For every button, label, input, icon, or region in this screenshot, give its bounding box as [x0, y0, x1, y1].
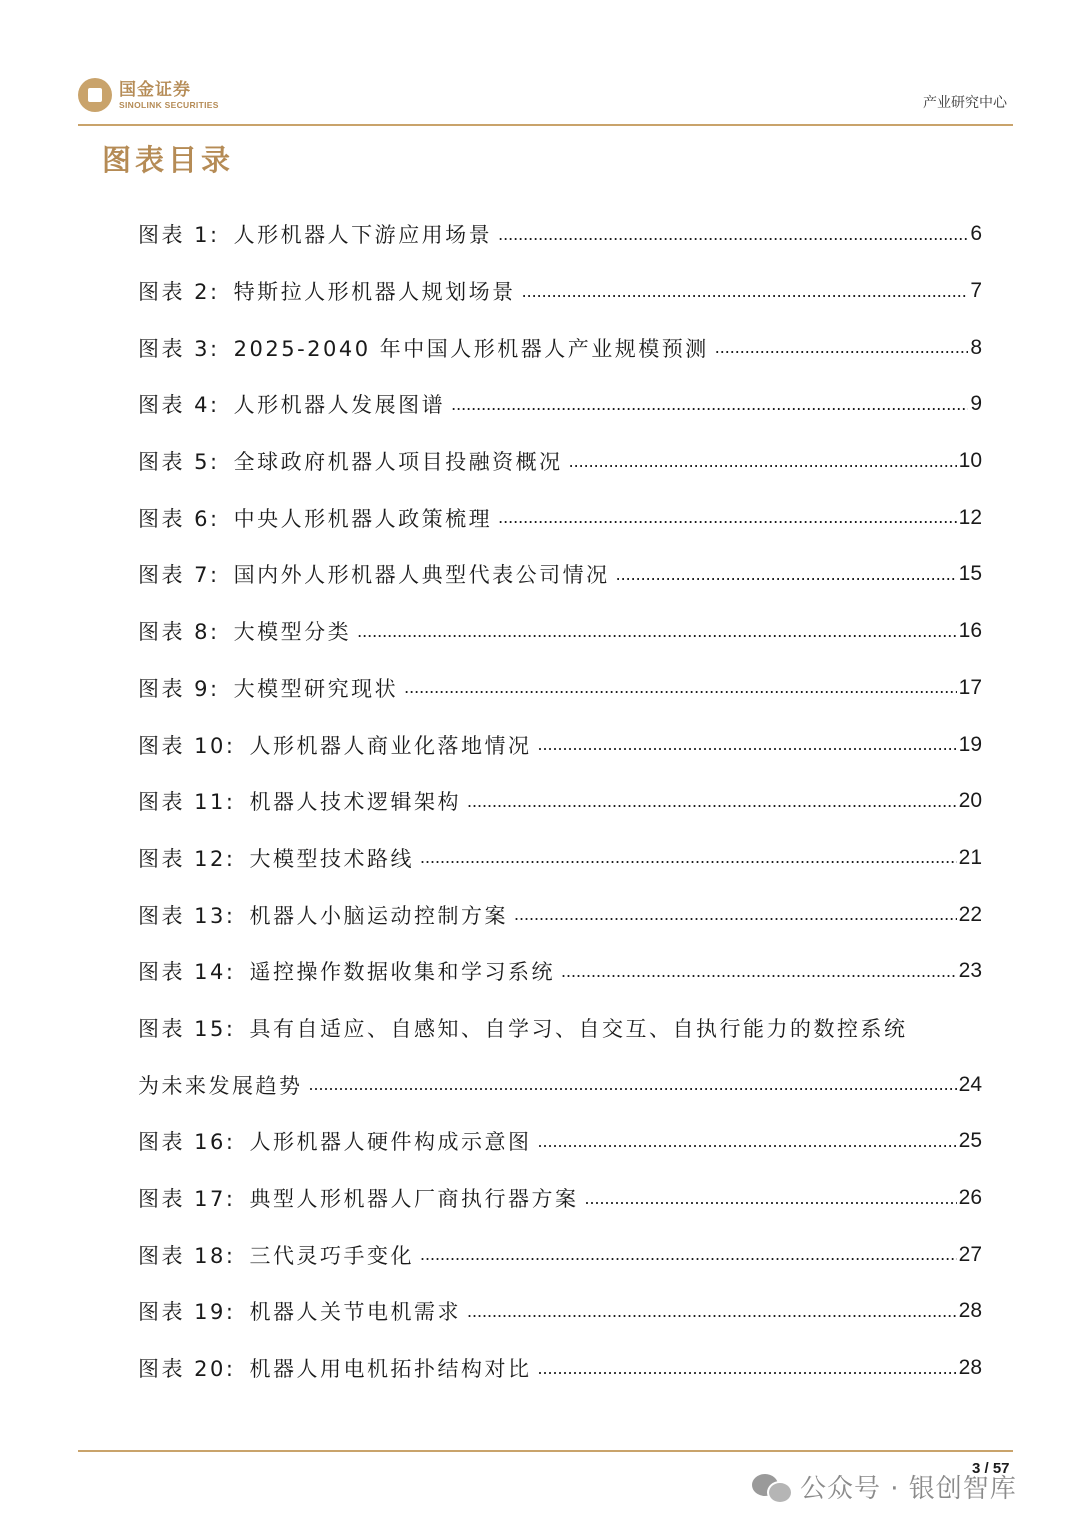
toc-entry[interactable] — [138, 1226, 982, 1283]
toc-entry-page: 28 — [958, 1299, 982, 1323]
leader-dots — [616, 564, 957, 585]
logo-icon — [78, 78, 112, 112]
toc-entry[interactable] — [138, 1000, 982, 1057]
toc-entry-label: 图表 9: — [138, 676, 220, 701]
toc-entry[interactable] — [138, 376, 982, 433]
leader-dots — [451, 394, 968, 415]
toc-entry-page: 19 — [958, 732, 982, 756]
toc-entry-title: 中央人形机器人政策梳理 — [233, 506, 493, 531]
toc-entry-title: 三代灵巧手变化 — [249, 1243, 414, 1268]
toc-entry-label: 图表 19: — [138, 1300, 236, 1325]
toc-entry-label: 图表 4: — [138, 393, 220, 418]
toc-entry-title: 机器人小脑运动控制方案 — [249, 903, 508, 928]
toc-entry-page: 8 — [970, 335, 982, 359]
toc-entry-label: 图表 14: — [138, 960, 236, 985]
toc-entry-label: 图表 1: — [138, 223, 220, 248]
department-label: 产业研究中心 — [923, 95, 1007, 111]
watermark-text: 公众号 · 银创智库 — [800, 1474, 1017, 1504]
toc-entry-page: 21 — [958, 845, 982, 869]
footer-divider — [78, 1450, 1013, 1452]
toc-entry-title: 人形机器人商业化落地情况 — [249, 733, 532, 758]
toc-entry[interactable] — [138, 489, 982, 546]
toc-entry-page: 7 — [970, 279, 982, 303]
toc-entry-page: 6 — [970, 222, 982, 246]
toc-entry-label: 图表 12: — [138, 846, 236, 871]
toc-entry-title: 人形机器人硬件构成示意图 — [249, 1130, 532, 1155]
toc-entry-label: 图表 10: — [138, 733, 236, 758]
toc-entry[interactable] — [138, 546, 982, 603]
toc-entry[interactable] — [138, 433, 982, 490]
page-header — [78, 76, 1013, 126]
leader-dots — [584, 1188, 956, 1209]
leader-dots — [420, 1244, 957, 1265]
toc-entry-label: 图表 16: — [138, 1130, 236, 1155]
toc-entry-label: 图表 18: — [138, 1243, 236, 1268]
toc-entry-label: 图表 15: — [138, 1016, 236, 1041]
toc-entry-title: 大模型分类 — [233, 620, 352, 645]
toc-entry[interactable] — [138, 716, 982, 773]
toc-entry[interactable] — [138, 1113, 982, 1170]
toc-entry-page: 24 — [958, 1072, 982, 1096]
leader-dots — [537, 1358, 956, 1379]
toc-entry-title: 遥控操作数据收集和学习系统 — [249, 960, 555, 985]
toc-entry-title: 大模型技术路线 — [249, 846, 414, 871]
leader-dots — [467, 1301, 957, 1322]
toc-entry-label: 图表 11: — [138, 790, 236, 815]
leader-dots — [537, 1131, 956, 1152]
toc-entry-title: 大模型研究现状 — [233, 676, 399, 701]
toc-entry-page: 17 — [958, 675, 982, 699]
leader-dots — [498, 224, 968, 245]
toc-entry-label: 图表 5: — [138, 450, 220, 475]
toc-entry-title: 机器人关节电机需求 — [249, 1300, 461, 1325]
toc-entry-title: 2025-2040 年中国人形机器人产业规模预测 — [233, 336, 709, 361]
wechat-watermark — [752, 1468, 1017, 1505]
toc-entry-title-cont: 为未来发展趋势 — [138, 1073, 303, 1098]
page-number: 3 / 57 — [972, 1460, 1010, 1477]
toc-entry[interactable] — [138, 319, 982, 376]
toc-entry-label: 图表 20: — [138, 1357, 236, 1382]
toc-entry[interactable] — [138, 603, 982, 660]
toc-entry-title: 典型人形机器人厂商执行器方案 — [249, 1187, 579, 1212]
toc-entry-page: 22 — [958, 902, 982, 926]
toc-entry[interactable] — [138, 206, 982, 263]
toc-entry-label: 图表 6: — [138, 506, 220, 531]
toc-entry[interactable] — [138, 1340, 982, 1397]
toc-entry-page: 15 — [958, 562, 982, 586]
leader-dots — [522, 281, 969, 302]
leader-dots — [514, 904, 957, 925]
toc-entry-page: 10 — [958, 449, 982, 473]
logo-name-cn: 国金证券 — [119, 79, 191, 100]
leader-dots — [467, 791, 957, 812]
toc-entry-label: 图表 8: — [138, 620, 220, 645]
page-title: 图表目录 — [102, 143, 235, 177]
toc-entry-page: 12 — [958, 505, 982, 529]
wechat-icon — [752, 1472, 792, 1502]
toc-entry-title: 人形机器人发展图谱 — [233, 393, 446, 418]
toc-entry[interactable] — [138, 263, 982, 320]
leader-dots — [357, 621, 957, 642]
company-logo — [78, 78, 219, 112]
toc-entry-label: 图表 3: — [138, 336, 220, 361]
table-of-figures — [138, 206, 982, 1396]
toc-entry-label: 图表 17: — [138, 1187, 236, 1212]
toc-entry-title: 机器人技术逻辑架构 — [249, 790, 461, 815]
header-divider — [78, 124, 1013, 126]
logo-name-en: SINOLINK SECURITIES — [119, 99, 219, 110]
leader-dots — [715, 337, 969, 358]
toc-entry[interactable] — [138, 830, 982, 887]
toc-entry-page: 28 — [958, 1356, 982, 1380]
toc-entry-title: 人形机器人下游应用场景 — [233, 223, 493, 248]
leader-dots — [537, 734, 956, 755]
toc-entry[interactable] — [138, 886, 982, 943]
toc-entry-title: 全球政府机器人项目投融资概况 — [233, 450, 563, 475]
toc-entry-page: 23 — [958, 959, 982, 983]
leader-dots — [561, 961, 957, 982]
toc-entry-title: 国内外人形机器人典型代表公司情况 — [233, 563, 610, 588]
toc-entry-page: 26 — [958, 1186, 982, 1210]
toc-entry[interactable] — [138, 943, 982, 1000]
toc-entry-page: 25 — [958, 1129, 982, 1153]
toc-entry-label: 图表 2: — [138, 280, 220, 305]
toc-entry-page: 27 — [958, 1242, 982, 1266]
toc-entry-continuation[interactable] — [138, 1056, 982, 1113]
toc-entry[interactable] — [138, 660, 982, 717]
toc-entry-page: 9 — [970, 392, 982, 416]
leader-dots — [404, 677, 957, 698]
toc-entry-title: 特斯拉人形机器人规划场景 — [233, 280, 516, 305]
toc-entry-label: 图表 13: — [138, 903, 236, 928]
leader-dots — [309, 1074, 957, 1095]
toc-entry[interactable] — [138, 1283, 982, 1340]
toc-entry[interactable] — [138, 773, 982, 830]
toc-entry-title: 具有自适应、自感知、自学习、自交互、自执行能力的数控系统 — [249, 1016, 908, 1041]
toc-entry-page: 20 — [958, 789, 982, 813]
toc-entry-page: 16 — [958, 619, 982, 643]
leader-dots — [420, 847, 957, 868]
leader-dots — [498, 507, 957, 528]
toc-entry-label: 图表 7: — [138, 563, 220, 588]
leader-dots — [569, 451, 957, 472]
toc-entry-title: 机器人用电机拓扑结构对比 — [249, 1357, 532, 1382]
toc-entry[interactable] — [138, 1170, 982, 1227]
